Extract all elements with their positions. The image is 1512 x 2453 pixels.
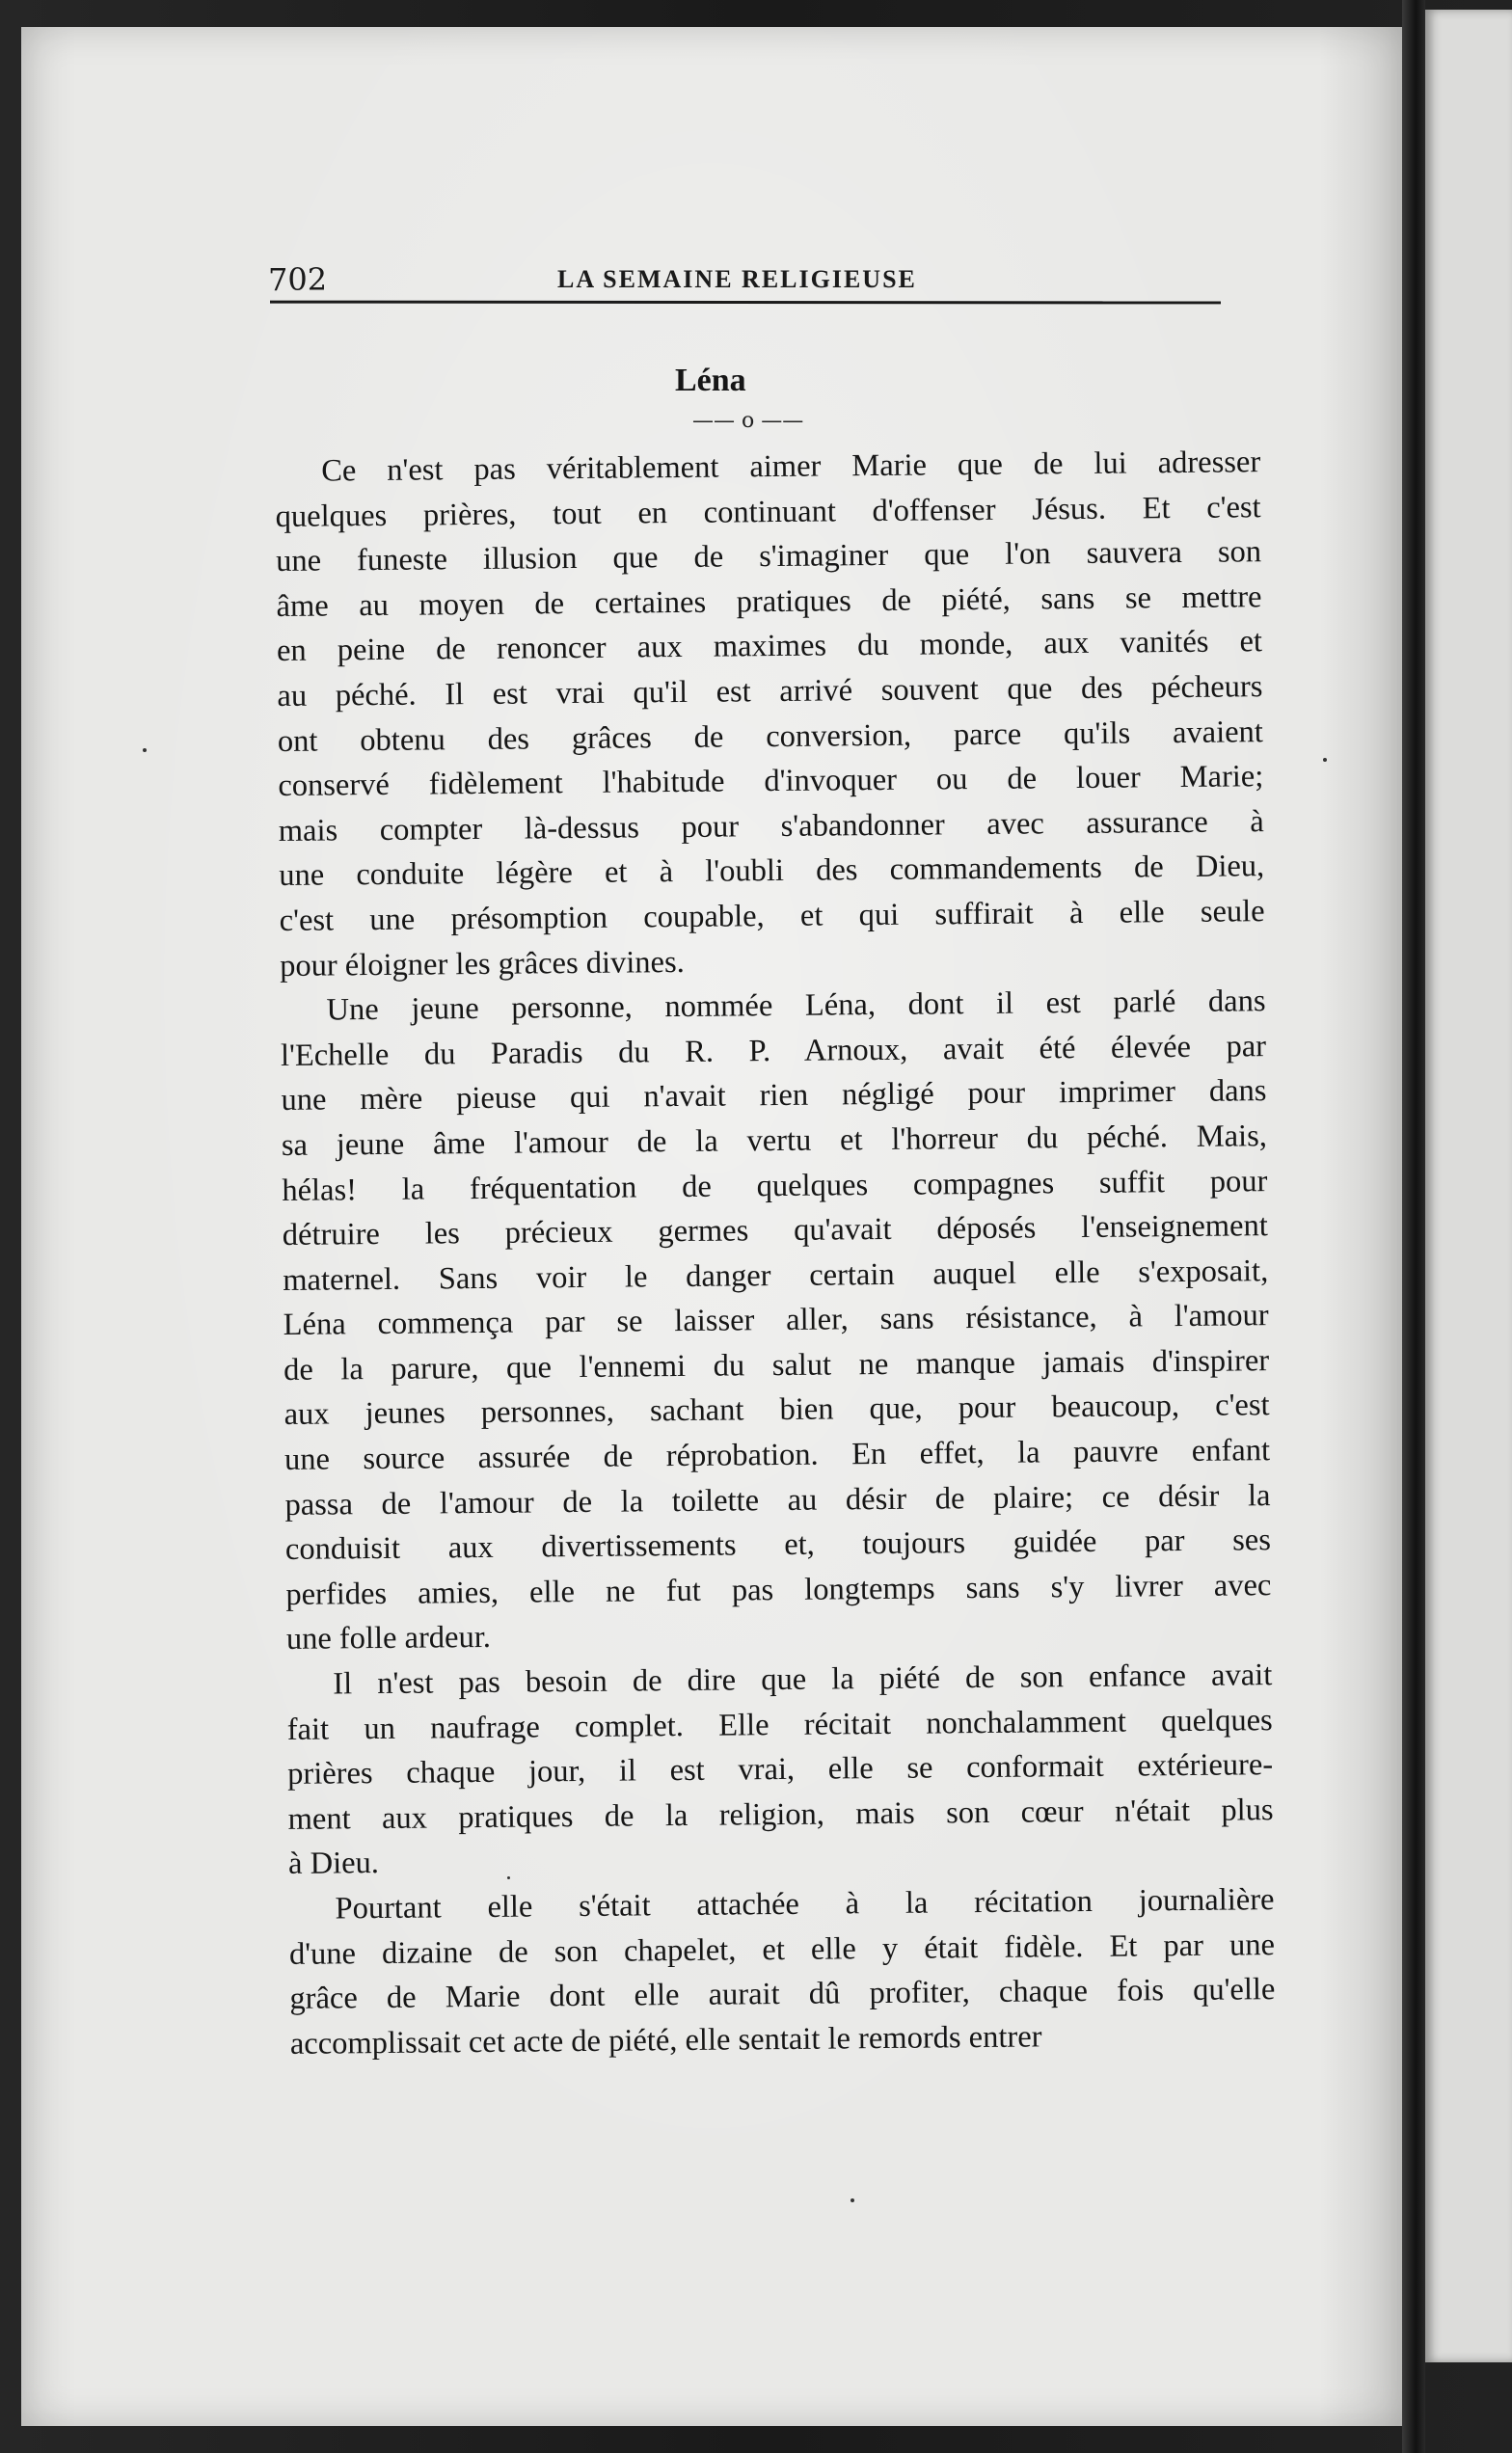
page-number: 702 bbox=[268, 261, 328, 298]
text-line: d'une dizaine de son chapelet, et elle y était fidèle. Et par une bbox=[288, 1927, 1276, 1972]
text-line: une mère pieuse qui n'avait rien négligé pour imprimer dans bbox=[281, 1073, 1267, 1119]
text-line: Une jeune personne, nommée Léna, dont il est parlé dans bbox=[326, 984, 1266, 1028]
paragraph bbox=[286, 1653, 1274, 1887]
text-line: Léna commença par se laisser aller, sans résistance, à l'amour bbox=[283, 1298, 1269, 1343]
text-line: pour éloigner les grâces divines. bbox=[279, 944, 685, 984]
scan-speck bbox=[850, 2198, 854, 2202]
paragraph bbox=[280, 979, 1272, 1662]
text-line: ment aux pratiques de la religion, mais son cœur n'était plus bbox=[287, 1792, 1274, 1837]
text-line: quelques prières, tout en continuant d'offenser Jésus. Et c'est bbox=[275, 489, 1261, 534]
text-line: une funeste illusion que de s'imaginer que l'on sauvera son bbox=[275, 534, 1262, 580]
text-line: conduisit aux divertissements et, toujours guidée par ses bbox=[284, 1523, 1272, 1568]
text-line: prières chaque jour, il est vrai, elle se conformait extérieure- bbox=[287, 1747, 1274, 1793]
text-line: aux jeunes personnes, sachant bien que, pour beaucoup, c'est bbox=[284, 1388, 1270, 1433]
text-line: conservé fidèlement l'habitude d'invoquer ou de louer Marie; bbox=[278, 759, 1264, 804]
text-line: détruire les précieux germes qu'avait déposés l'enseignement bbox=[282, 1208, 1268, 1253]
text-line: une source assurée de réprobation. En effet, la pauvre enfant bbox=[284, 1433, 1271, 1478]
running-head bbox=[268, 256, 1221, 303]
scan-speck bbox=[1323, 758, 1327, 762]
text-line: fait un naufrage complet. Elle récitait nonchalamment quelques bbox=[286, 1702, 1273, 1747]
book-gutter bbox=[1402, 0, 1425, 2453]
text-line: accomplissait cet acte de piété, elle sentait le remords entrer bbox=[289, 2019, 1042, 2062]
text-line: Pourtant elle s'était attachée à la récitation journalière bbox=[335, 1882, 1275, 1927]
text-line: grâce de Marie dont elle aurait dû profiter, chaque fois qu'elle bbox=[289, 1972, 1276, 2017]
scan-speck bbox=[143, 748, 147, 752]
article-title: Léna bbox=[675, 363, 746, 398]
adjacent-page-edge bbox=[1425, 10, 1512, 2362]
text-line: l'Echelle du Paradis du R. P. Arnoux, avait été élevée par bbox=[280, 1028, 1267, 1073]
text-line: en peine de renoncer aux maximes du monde, aux vanités et bbox=[276, 624, 1263, 669]
text-line: à Dieu. bbox=[287, 1846, 380, 1882]
title-ornament: —— o —— bbox=[692, 409, 804, 433]
text-line: une folle ardeur. bbox=[285, 1620, 492, 1658]
article-body bbox=[275, 440, 1276, 2066]
paragraph bbox=[288, 1877, 1276, 2066]
journal-title: LA SEMAINE RELIGIEUSE bbox=[557, 265, 917, 293]
scan-speck bbox=[507, 1876, 510, 1879]
text-line: de la parure, que l'ennemi du salut ne manque jamais d'inspirer bbox=[283, 1343, 1270, 1388]
text-line: une conduite légère et à l'oubli des commandements de Dieu, bbox=[279, 849, 1265, 894]
paragraph bbox=[275, 440, 1265, 988]
text-line: Ce n'est pas véritablement aimer Marie que de lui adresser bbox=[321, 445, 1261, 489]
text-line: mais compter là-dessus pour s'abandonner avec assurance à bbox=[278, 803, 1264, 849]
text-line: sa jeune âme l'amour de la vertu et l'horreur du péché. Mais, bbox=[281, 1119, 1268, 1163]
text-line: maternel. Sans voir le danger certain auquel elle s'exposait, bbox=[283, 1253, 1269, 1298]
text-line: perfides amies, elle ne fut pas longtemps sans s'y livrer avec bbox=[285, 1567, 1272, 1612]
text-line: hélas! la fréquentation de quelques compagnes suffit pour bbox=[282, 1163, 1268, 1208]
text-line: au péché. Il est vrai qu'il est arrivé souvent que des pécheurs bbox=[277, 669, 1263, 714]
text-line: âme au moyen de certaines pratiques de piété, sans se mettre bbox=[276, 579, 1262, 624]
text-line: passa de l'amour de la toilette au désir de plaire; ce désir la bbox=[284, 1477, 1271, 1523]
text-line: c'est une présomption coupable, et qui suffirait à elle seule bbox=[279, 894, 1265, 938]
text-line: Il n'est pas besoin de dire que la piété de son enfance avait bbox=[333, 1658, 1273, 1702]
text-line: ont obtenu des grâces de conversion, parce qu'ils avaient bbox=[277, 714, 1264, 759]
